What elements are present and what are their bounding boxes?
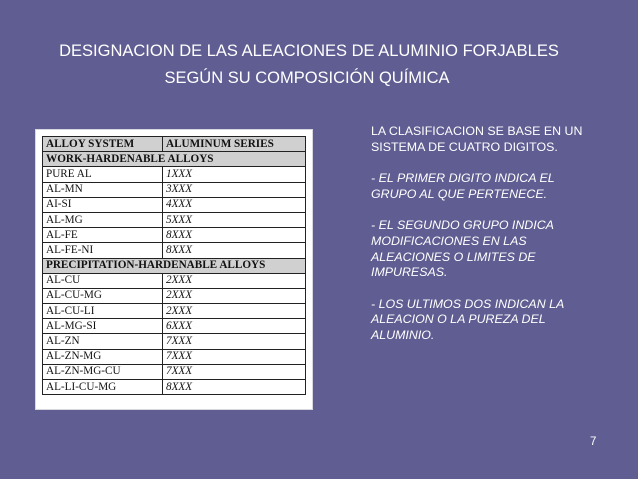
note-first-digit: - EL PRIMER DIGITO INDICA EL GRUPO AL QUE PERTENECE. bbox=[371, 171, 555, 201]
section-row-work-hardenable bbox=[43, 152, 306, 167]
alloy-system-cell: AL-FE bbox=[43, 228, 163, 243]
alloy-system-cell: AL-LI-CU-MG bbox=[43, 380, 163, 395]
table-row bbox=[43, 304, 306, 319]
section-row-precipitation-hardenable bbox=[43, 258, 306, 273]
series-cell: 3XXX bbox=[163, 182, 306, 197]
slide-title-line-1: DESIGNACION DE LAS ALEACIONES DE ALUMINIO FORJABLES bbox=[59, 42, 559, 60]
alloy-system-cell: AL-FE-NI bbox=[43, 243, 163, 258]
section-label: WORK-HARDENABLE ALLOYS bbox=[43, 152, 306, 167]
header-alloy-system: ALLOY SYSTEM bbox=[43, 137, 163, 152]
table-row bbox=[43, 364, 306, 379]
alloy-system-cell: AI-SI bbox=[43, 197, 163, 212]
table-row bbox=[43, 334, 306, 349]
table-row bbox=[43, 288, 306, 303]
alloy-system-cell: AL-CU-MG bbox=[43, 288, 163, 303]
alloy-system-cell: PURE AL bbox=[43, 167, 163, 182]
series-cell: 8XXX bbox=[163, 228, 306, 243]
alloy-system-cell: AL-MG bbox=[43, 212, 163, 227]
table-row bbox=[43, 273, 306, 288]
series-cell: 6XXX bbox=[163, 319, 306, 334]
series-cell: 7XXX bbox=[163, 334, 306, 349]
alloy-system-cell: AL-MN bbox=[43, 182, 163, 197]
table-row bbox=[43, 197, 306, 212]
series-cell: 1XXX bbox=[163, 167, 306, 182]
series-cell: 7XXX bbox=[163, 349, 306, 364]
table-row bbox=[43, 349, 306, 364]
alloy-system-cell: AL-CU bbox=[43, 273, 163, 288]
header-aluminum-series: ALUMINUM SERIES bbox=[163, 137, 306, 152]
table-row bbox=[43, 319, 306, 334]
alloy-series-table bbox=[42, 136, 306, 395]
slide-title bbox=[0, 38, 638, 92]
slide-title-line-2: SEGÚN SU COMPOSICIÓN QUÍMICA bbox=[164, 69, 450, 87]
table-row bbox=[43, 380, 306, 395]
classification-notes bbox=[371, 124, 599, 360]
series-cell: 8XXX bbox=[163, 380, 306, 395]
series-cell: 8XXX bbox=[163, 243, 306, 258]
alloy-system-cell: AL-ZN-MG-CU bbox=[43, 364, 163, 379]
series-cell: 4XXX bbox=[163, 197, 306, 212]
note-second-digit: - EL SEGUNDO GRUPO INDICA MODIFICACIONES EN LAS ALEACIONES O LIMITES DE IMPURESAS. bbox=[371, 218, 554, 280]
series-cell: 2XXX bbox=[163, 288, 306, 303]
table-row bbox=[43, 167, 306, 182]
table-header-row bbox=[43, 137, 306, 152]
alloy-system-cell: AL-MG-SI bbox=[43, 319, 163, 334]
note-intro: LA CLASIFICACION SE BASE EN UN SISTEMA DE CUATRO DIGITOS. bbox=[371, 124, 583, 154]
page-number: 7 bbox=[590, 436, 597, 448]
alloy-table-image bbox=[36, 130, 312, 409]
note-last-digits: - LOS ULTIMOS DOS INDICAN LA ALEACION O LA PUREZA DEL ALUMINIO. bbox=[371, 296, 564, 342]
section-label: PRECIPITATION-HARDENABLE ALLOYS bbox=[43, 258, 306, 273]
table-row bbox=[43, 212, 306, 227]
table-row bbox=[43, 243, 306, 258]
alloy-system-cell: AL-CU-LI bbox=[43, 304, 163, 319]
series-cell: 7XXX bbox=[163, 364, 306, 379]
series-cell: 2XXX bbox=[163, 304, 306, 319]
alloy-system-cell: AL-ZN-MG bbox=[43, 349, 163, 364]
series-cell: 2XXX bbox=[163, 273, 306, 288]
table-row bbox=[43, 182, 306, 197]
table-row bbox=[43, 228, 306, 243]
alloy-system-cell: AL-ZN bbox=[43, 334, 163, 349]
series-cell: 5XXX bbox=[163, 212, 306, 227]
